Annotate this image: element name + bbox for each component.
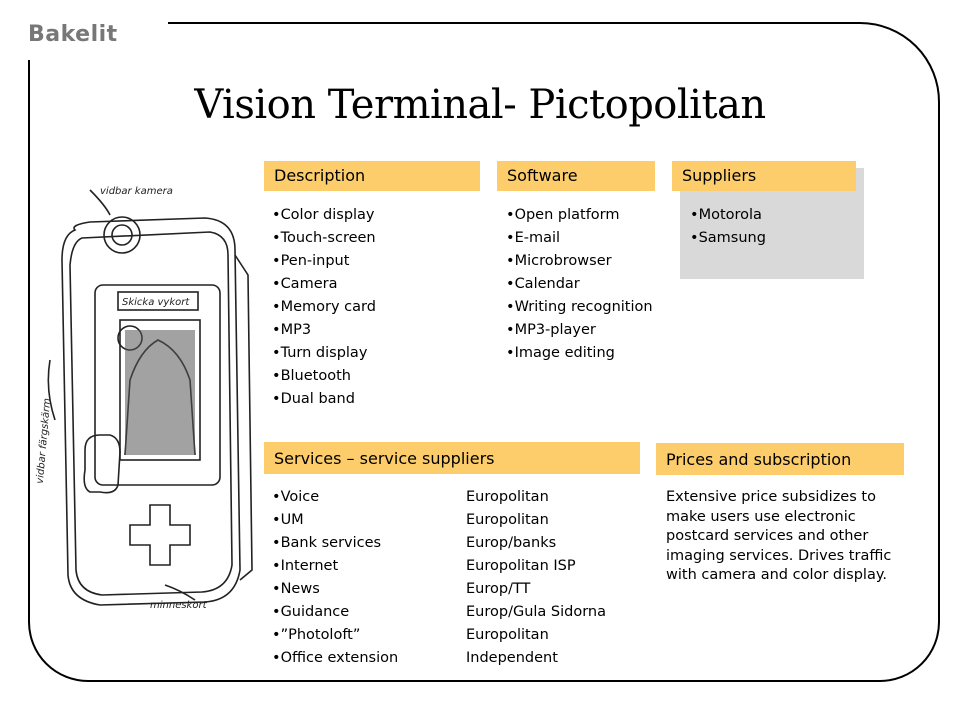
list-item: • Writing recognition — [506, 296, 653, 319]
suppliers-list — [690, 204, 766, 250]
list-item: • Image editing — [506, 342, 653, 365]
list-item: • Bluetooth — [272, 365, 376, 388]
list-item: • Touch-screen — [272, 227, 376, 250]
services-providers — [466, 486, 606, 670]
list-item: • Pen-input — [272, 250, 376, 273]
brand-logo: Bakelit — [28, 22, 118, 47]
provider-item: Europolitan — [466, 489, 549, 505]
list-item: • E-mail — [506, 227, 653, 250]
description-list — [272, 204, 376, 411]
list-item: • Color display — [272, 204, 376, 227]
list-item: • Open platform — [506, 204, 653, 227]
software-header: Software — [497, 161, 655, 191]
list-item: • News — [272, 578, 398, 601]
list-item: • Turn display — [272, 342, 376, 365]
sketch-label-bottom: minneskort — [150, 600, 207, 611]
list-item: • Calendar — [506, 273, 653, 296]
list-item: • Samsung — [690, 227, 766, 250]
provider-item: Independent — [466, 650, 558, 666]
phone-sketch-illustration — [30, 180, 265, 620]
list-item: • Dual band — [272, 388, 376, 411]
prices-text: Extensive price subsidizes to make users use electronic postcard services and other imaging services. Drives traffic with camera and color display. — [666, 489, 892, 583]
list-item: • Microbrowser — [506, 250, 653, 273]
list-item: • Internet — [272, 555, 398, 578]
services-list — [272, 486, 398, 670]
list-item: • ”Photoloft” — [272, 624, 398, 647]
provider-item: Europolitan — [466, 627, 549, 643]
software-list — [506, 204, 653, 365]
sketch-label-screen: Skicka vykort — [122, 297, 190, 308]
list-item: • Voice — [272, 486, 398, 509]
list-item: • Bank services — [272, 532, 398, 555]
provider-item: Europolitan — [466, 512, 549, 528]
list-item: • Guidance — [272, 601, 398, 624]
sketch-label-camera: vidbar kamera — [100, 186, 173, 197]
suppliers-header: Suppliers — [672, 161, 856, 191]
list-item: • UM — [272, 509, 398, 532]
provider-item: Europ/TT — [466, 581, 531, 597]
list-item: • Memory card — [272, 296, 376, 319]
slide-title: Vision Terminal- Pictopolitan — [194, 82, 766, 128]
description-header: Description — [264, 161, 480, 191]
provider-item: Europ/Gula Sidorna — [466, 604, 606, 620]
list-item: • MP3 — [272, 319, 376, 342]
list-item: • MP3-player — [506, 319, 653, 342]
services-header: Services – service suppliers — [264, 442, 640, 474]
provider-item: Europ/banks — [466, 535, 557, 551]
provider-item: Europolitan ISP — [466, 558, 576, 574]
sketch-label-side: vidbar färgskärm — [34, 397, 54, 485]
list-item: • Camera — [272, 273, 376, 296]
list-item: • Motorola — [690, 204, 766, 227]
prices-header: Prices and subscription — [656, 443, 904, 475]
list-item: • Office extension — [272, 647, 398, 670]
